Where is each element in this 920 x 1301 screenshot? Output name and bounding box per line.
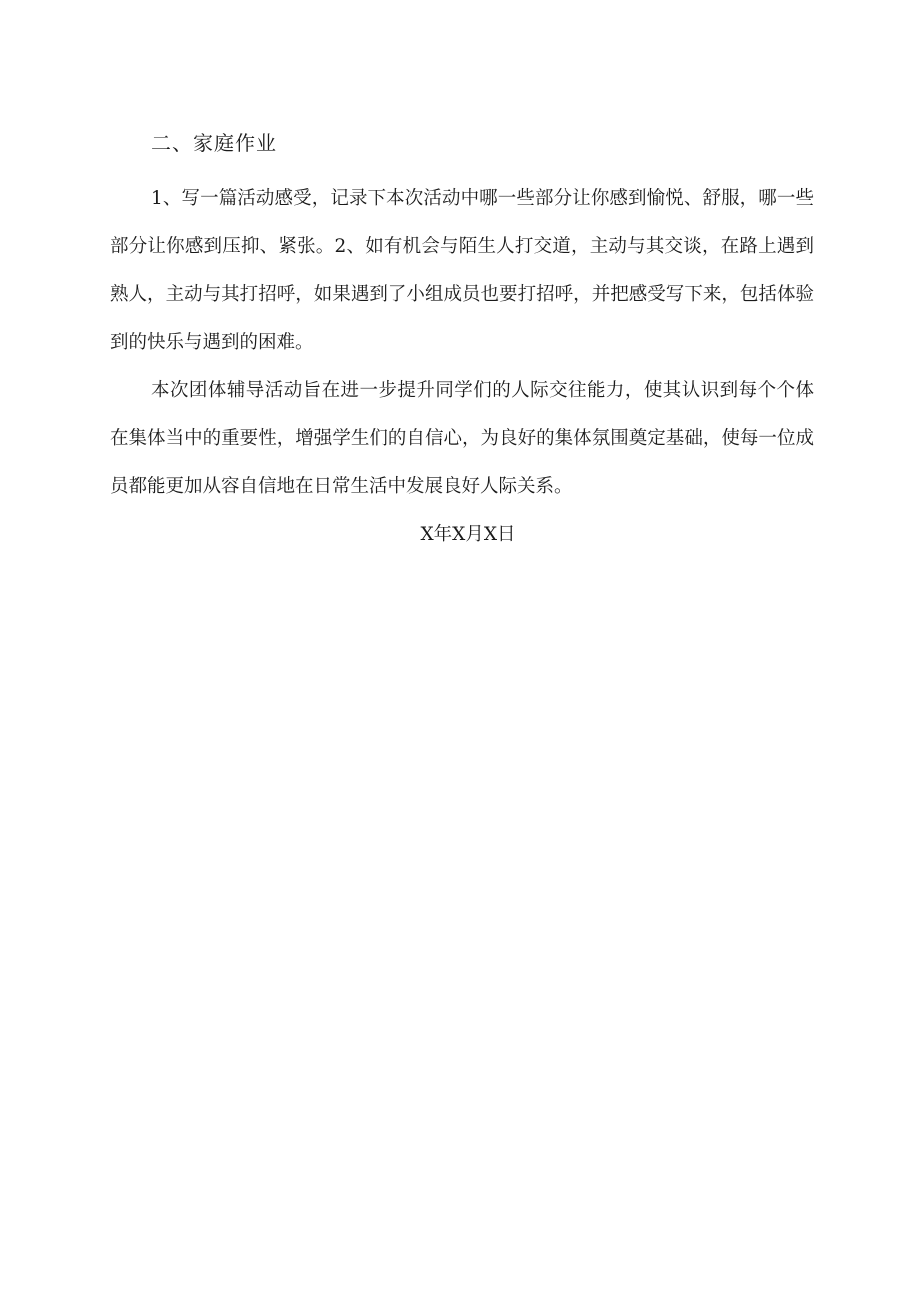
homework-paragraph: 1、写一篇活动感受，记录下本次活动中哪一些部分让你感到愉悦、舒服，哪一些部分让你感到压抑、紧张。2、如有机会与陌生人打交道，主动与其交谈，在路上遇到熟人，主动与其打招呼，如果遇到了小组成员也要打招呼，并把感受写下来，包括体验到的快乐与遇到的困难。 xyxy=(110,188,814,353)
summary-paragraph: 本次团体辅导活动旨在进一步提升同学们的人际交往能力，使其认识到每个个体在集体当中的重要性，增强学生们的自信心，为良好的集体氛围奠定基础，使每一位成员都能更加从容自信地在日常生活中发展良好人际关系。 xyxy=(110,380,814,497)
date-line: X年X月X日 xyxy=(420,524,516,545)
document-body xyxy=(110,128,814,550)
section-heading: 二、家庭作业 xyxy=(151,131,277,155)
